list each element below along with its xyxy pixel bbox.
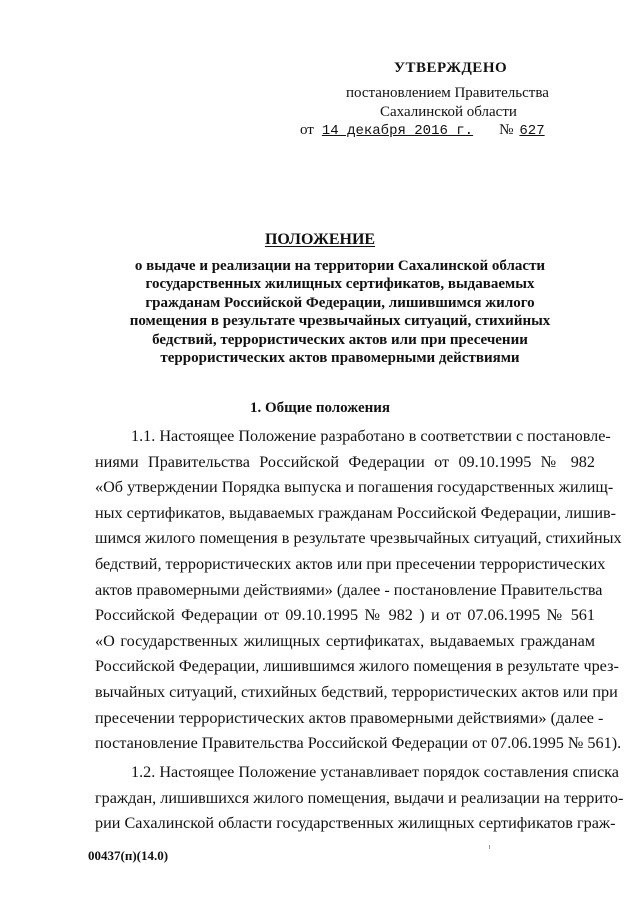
text-line: граждан, лишившихся жилого помещения, выдачи и реализации на террито-: [95, 788, 624, 807]
text-line: рии Сахалинской области государственных жилищных сертификатов граж-: [95, 814, 616, 833]
approval-date: 14 декабря 2016 г.: [321, 123, 474, 139]
subtitle-line: помещения в результате чрезвычайных ситуаций, стихийных: [129, 313, 551, 330]
approval-number: 627: [519, 123, 545, 139]
document-subtitle: [120, 257, 560, 367]
text-line: Российской Федерации от 09.10.1995 № 982 ) и от 07.06.1995 № 561: [95, 606, 595, 625]
document-title: ПОЛОЖЕНИЕ: [264, 231, 376, 248]
text-line: 1.1. Настоящее Положение разработано в соответствии с постановле-: [131, 427, 611, 445]
subtitle-line: гражданам Российской Федерации, лишившимся жилого: [145, 294, 535, 311]
text-line: актов правомерными действиями» (далее - постановление Правительства: [95, 580, 603, 599]
paragraph-1-1: [95, 424, 622, 757]
text-line: бедствий, террористических актов или при пресечении террористических: [95, 554, 606, 573]
paragraph-1-2: [95, 760, 624, 837]
text-line: пресечении террористических актов правомерными действиями» (далее -: [95, 708, 604, 727]
text-line: шимся жилого помещения в результате чрезвычайных ситуаций, стихийных: [95, 529, 622, 548]
approval-issuer-line-1: постановлением Правительства: [346, 85, 549, 101]
approval-issuer-line-2: Сахалинской области: [380, 104, 517, 120]
text-line: «О государственных жилищных сертификатах, выдаваемых гражданам: [95, 631, 595, 650]
text-line: «Об утверждении Порядка выпуска и погашения государственных жилищ-: [95, 478, 614, 497]
section-title: 1. Общие положения: [249, 400, 391, 416]
text-line: ниями Правительства Российской Федерации от 09.10.1995 № 982: [95, 452, 595, 471]
text-line: постановление Правительства Российской Федерации от 07.06.1995 № 561).: [95, 734, 622, 753]
subtitle-line: о выдаче и реализации на территории Сахалинской области: [134, 258, 546, 274]
approval-title: УТВЕРЖДЕНО: [394, 60, 508, 76]
subtitle-line: государственных жилищных сертификатов, выдаваемых: [145, 276, 535, 293]
subtitle-line: террористических актов правомерными действиями: [160, 350, 520, 367]
footer-code: 00437(п)(14.0): [88, 848, 169, 863]
approval-date-prefix: от: [300, 122, 314, 138]
text-line: 1.2. Настоящее Положение устанавливает порядок составления списка: [131, 763, 619, 781]
approval-number-sign: №: [499, 122, 514, 138]
text-line: ных сертификатов, выдаваемых гражданам Российской Федерации, лишив-: [95, 503, 617, 522]
text-line: Российской Федерации, лишившимся жилого помещения в результате чрез-: [95, 657, 619, 676]
approval-date-row: [300, 122, 545, 139]
subtitle-line: бедствий, террористических актов или при пресечении: [152, 331, 528, 348]
scan-mark: [489, 845, 490, 849]
text-line: вычайных ситуаций, стихийных бедствий, террористических актов или при: [95, 682, 618, 701]
